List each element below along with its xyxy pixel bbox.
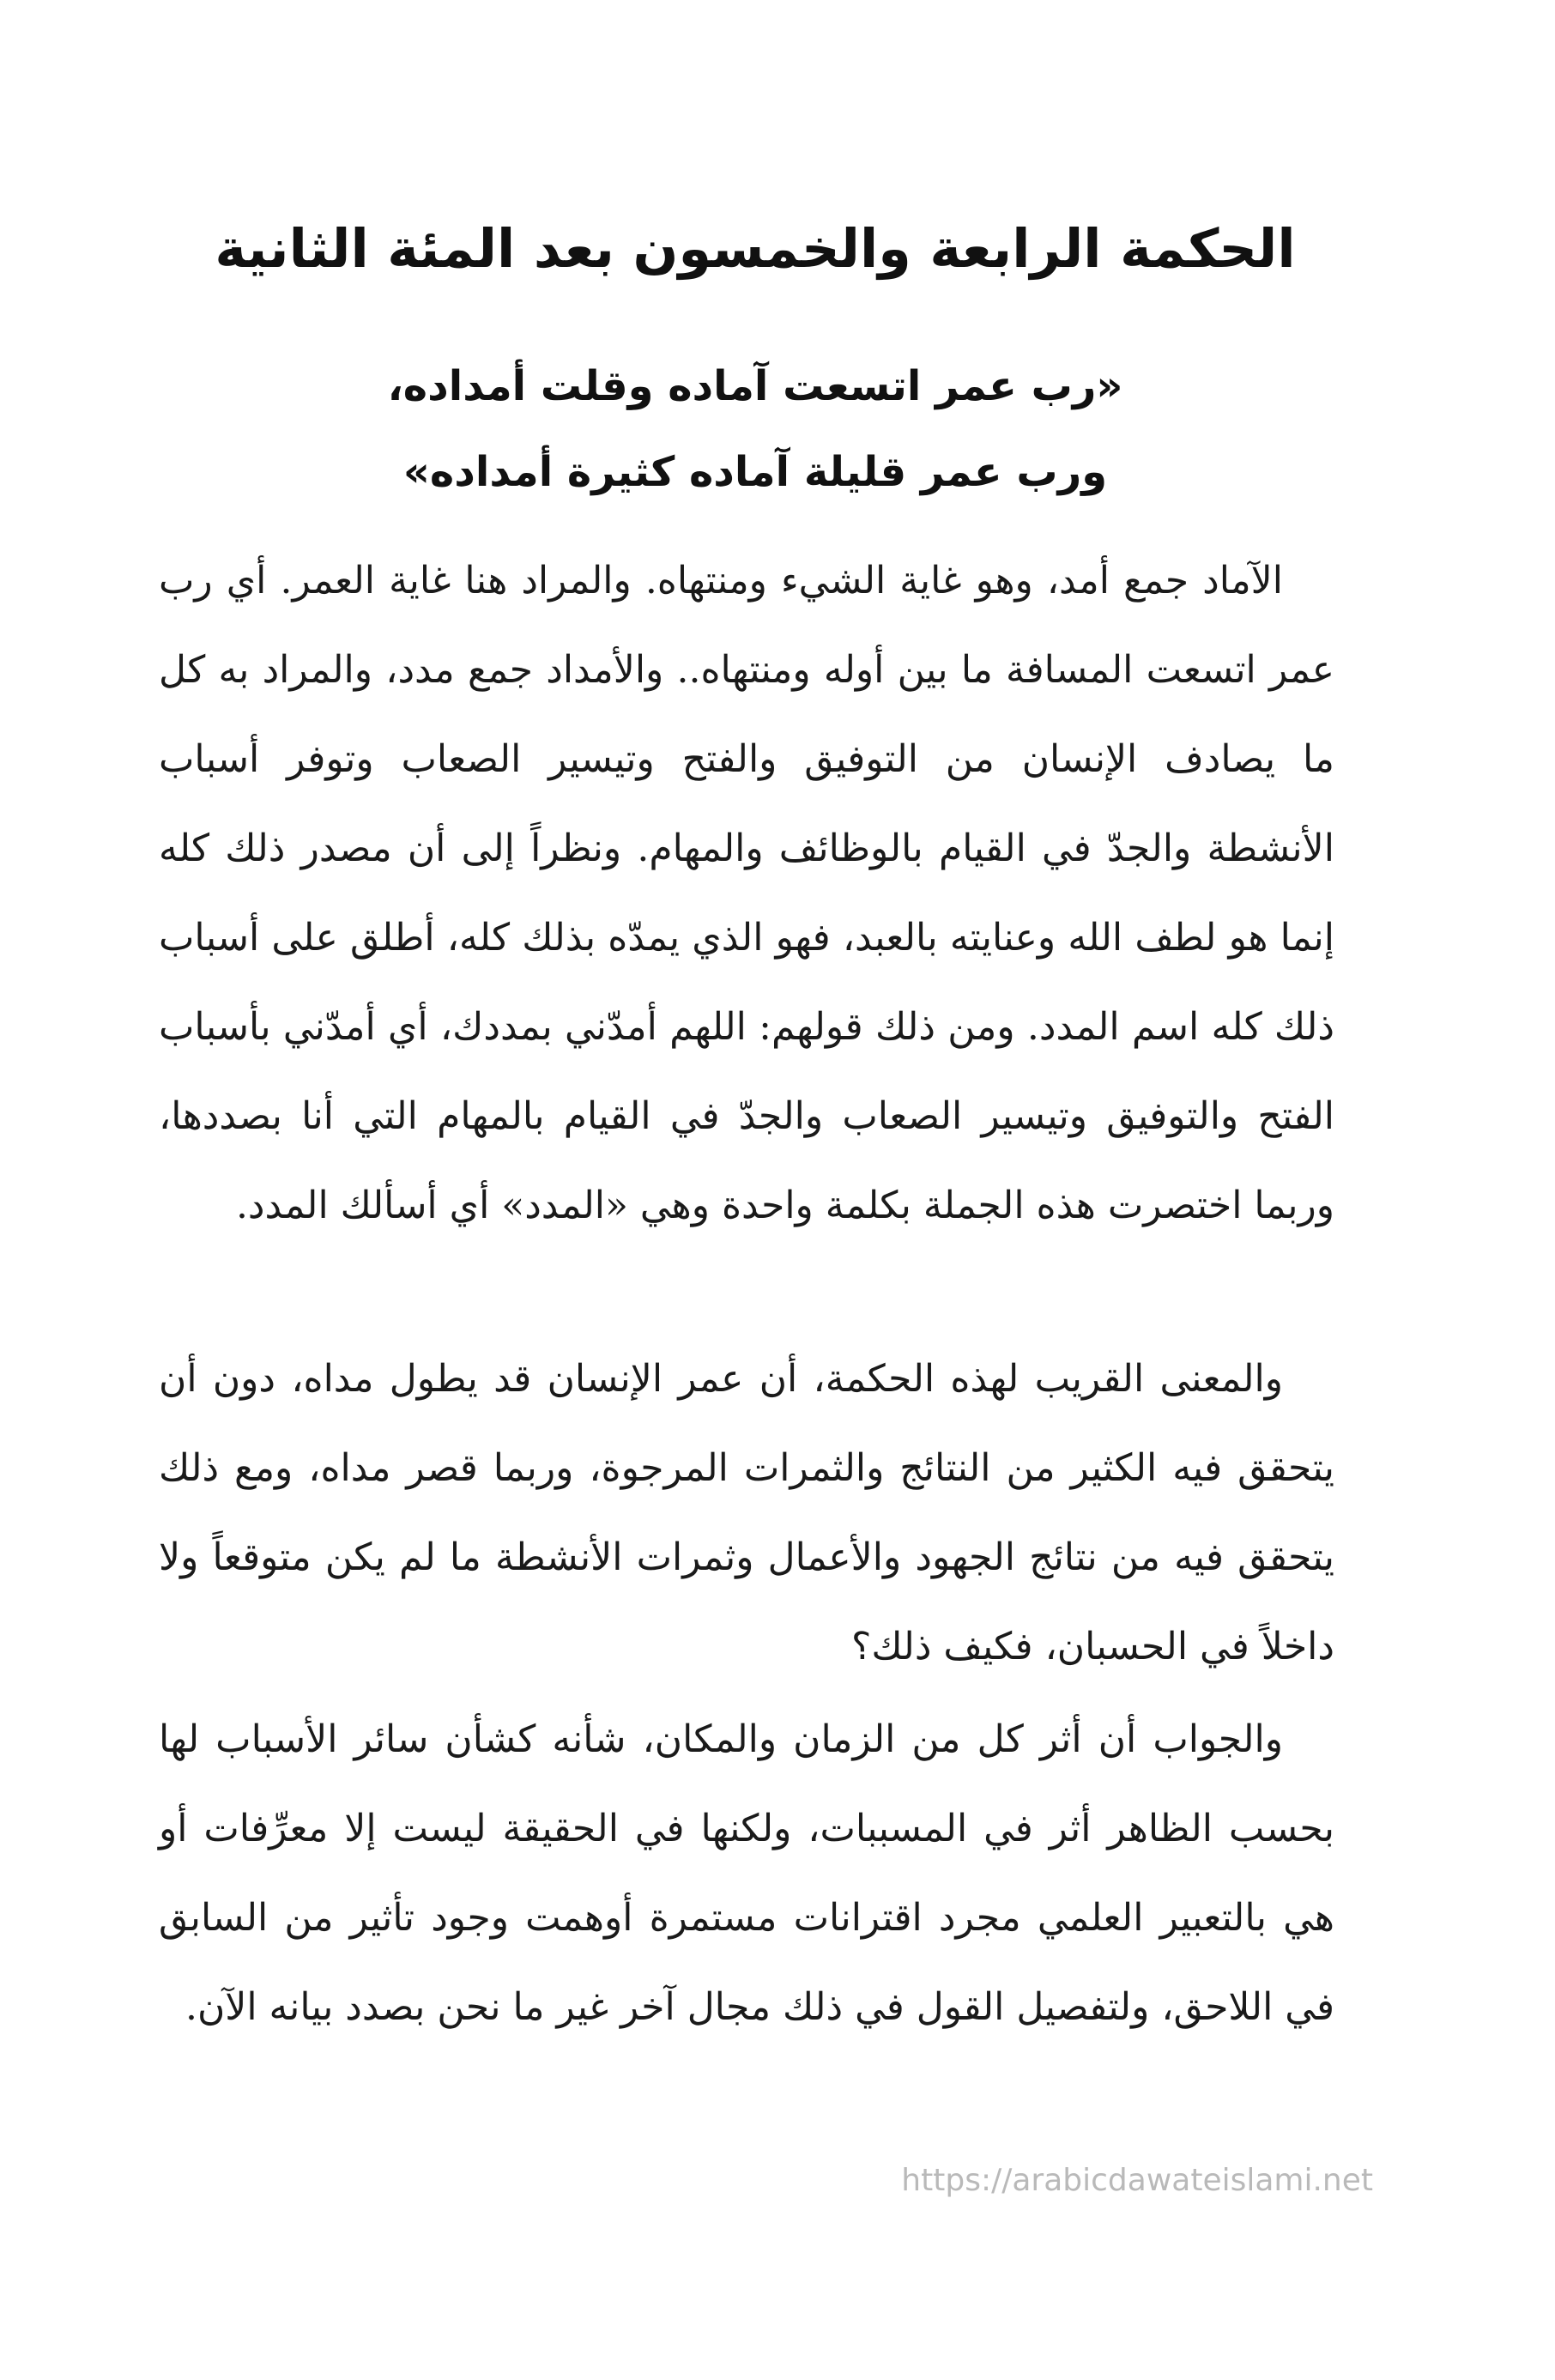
paragraph-definitions: الآماد جمع أمد، وهو غاية الشيء ومنتهاه. والمراد هنا غاية العمر. أي رب عمر اتسعت المسافة ما بين أوله ومنتهاه.. والأمداد جمع مدد، والمراد به كل ما يصادف الإنسان من التوفيق والفتح وتيسير الصعاب وتوفر أسباب الأنشطة والجدّ في القيام بالوظائف والمهام. ونظراً إلى أن مصدر ذلك كله إنما هو لطف الله وعنايته بالعبد، فهو الذي يمدّه بذلك كله، أطلق على أسباب ذلك كله اسم المدد. ومن ذلك قولهم: اللهم أمدّني بمددك، أي أمدّني بأسباب الفتح والتوفيق وتيسير الصعاب والجدّ في القيام بالمهام التي أنا بصددها، وربما اختصرت هذه الجملة بكلمة واحدة وهي «المدد» أي أسألك المدد. [159, 559, 1335, 1227]
paragraph-meaning: والمعنى القريب لهذه الحكمة، أن عمر الإنسان قد يطول مداه، دون أن يتحقق فيه الكثير من النتائج والثمرات المرجوة، وربما قصر مداه، ومع ذلك يتحقق فيه من نتائج الجهود والأعمال وثمرات الأنشطة ما لم يكن متوقعاً ولا داخلاً في الحسبان، فكيف ذلك؟ [159, 1357, 1334, 1668]
wisdom-quote [163, 343, 1347, 515]
page-title: الحكمة الرابعة والخمسون بعد المئة الثانية [215, 217, 1296, 280]
quote-line-1: «رب عمر اتسعت آماده وقلت أمداده، [387, 362, 1123, 410]
quote-line-2: ورب عمر قليلة آماده كثيرة أمداده» [402, 448, 1108, 496]
source-watermark: https://arabicdawateislami.net [901, 2163, 1373, 2198]
paragraph-answer: والجواب أن أثر كل من الزمان والمكان، شأنه كشأن سائر الأسباب لها بحسب الظاهر أثر في المسببات، ولكنها في الحقيقة ليست إلا معرِّفات أو هي بالتعبير العلمي مجرد اقترانات مستمرة أوهمت وجود تأثير من السابق في اللاحق، ولتفصيل القول في ذلك مجال آخر غير ما نحن بصدد بيانه الآن. [159, 1717, 1334, 2029]
